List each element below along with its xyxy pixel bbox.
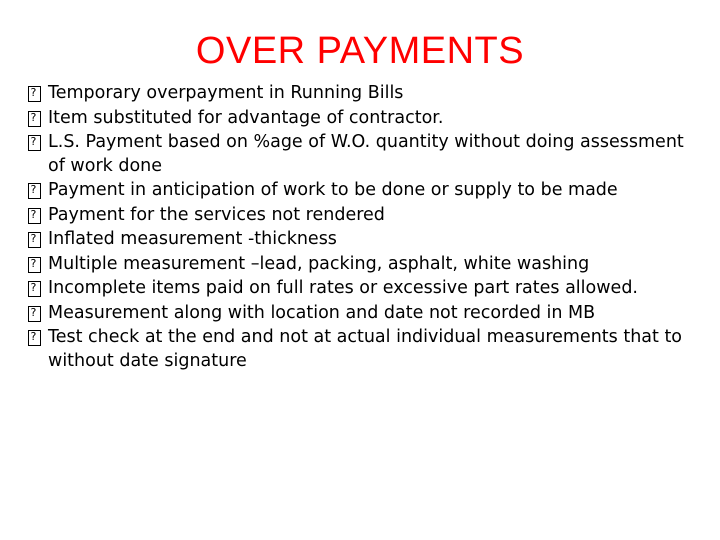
bullet-item [28, 131, 698, 178]
missing-glyph-box-icon [28, 183, 41, 199]
missing-glyph-box-icon [28, 330, 41, 346]
bullet-item [28, 204, 698, 228]
missing-glyph-box-icon [28, 208, 41, 224]
missing-glyph-box-icon [28, 281, 41, 297]
missing-glyph-box-icon [28, 135, 41, 151]
bullet-text: Payment in anticipation of work to be done or supply to be made [48, 180, 618, 200]
missing-glyph-box-icon [28, 86, 41, 102]
bullet-text: L.S. Payment based on %age of W.O. quantity without doing assessment of work done [48, 132, 684, 176]
bullet-item [28, 302, 698, 326]
bullet-list [28, 82, 698, 374]
bullet-item [28, 179, 698, 203]
bullet-item [28, 253, 698, 277]
missing-glyph-box-icon [28, 257, 41, 273]
bullet-text: Test check at the end and not at actual individual measurements that to without date signature [48, 327, 683, 371]
bullet-item [28, 107, 698, 131]
bullet-text: Multiple measurement –lead, packing, asphalt, white washing [48, 253, 590, 274]
bullet-item [28, 326, 698, 373]
bullet-text: Inflated measurement -thickness [48, 229, 337, 249]
bullet-item [28, 82, 698, 106]
missing-glyph-box-icon [28, 306, 41, 322]
missing-glyph-box-icon [28, 111, 41, 127]
bullet-text: Temporary overpayment in Running Bills [48, 83, 404, 103]
bullet-text: Item substituted for advantage of contractor. [48, 107, 444, 128]
bullet-text: Measurement along with location and date not recorded in MB [48, 302, 596, 323]
bullet-item [28, 228, 698, 252]
missing-glyph-box-icon [28, 232, 41, 248]
slide-title: OVER PAYMENTS [195, 30, 525, 72]
bullet-text: Incomplete items paid on full rates or excessive part rates allowed. [48, 278, 638, 298]
bullet-text: Payment for the services not rendered [48, 204, 385, 225]
bullet-item [28, 277, 698, 301]
